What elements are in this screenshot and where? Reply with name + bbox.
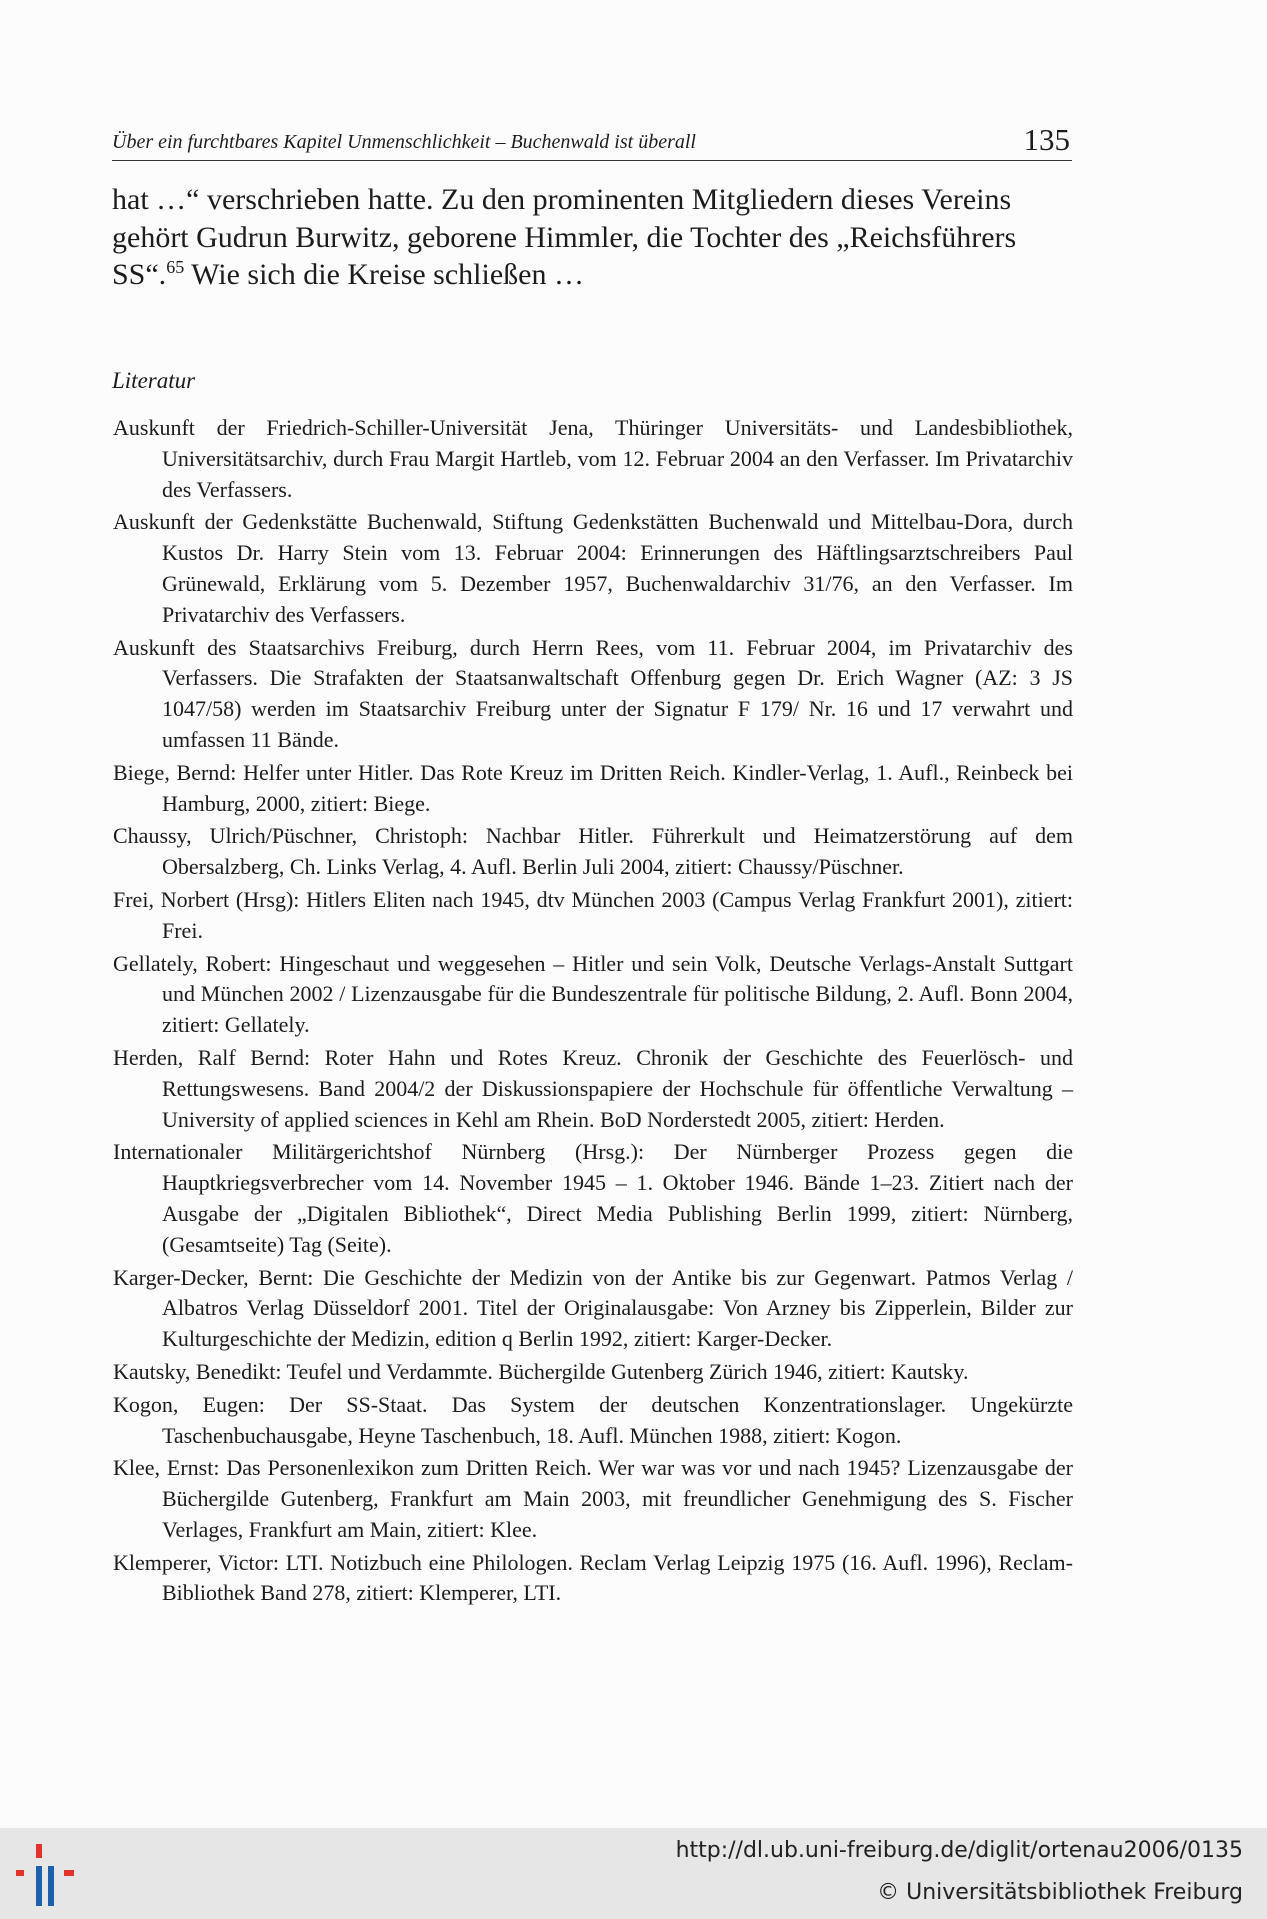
bibliography-entry: Herden, Ralf Bernd: Roter Hahn und Rotes Kreuz. Chronik der Geschichte des Feuerlösch- und Rettungswesens. Band 2004/2 der Diskussionspapiere der Hochschule für öffentliche Verwaltung – University of applied sciences in Kehl am Rhein. BoD Norderstedt 2005, zitiert: Herden.	[113, 1044, 1073, 1132]
page-number: 135	[1023, 122, 1070, 157]
bibliography-entry: Auskunft der Gedenkstätte Buchenwald, Stiftung Gedenkstätten Buchenwald und Mittelbau-Dora, durch Kustos Dr. Harry Stein vom 13. Februar 2004: Erinnerungen des Häftlingsarztschreibers Paul Grünewald, Erklärung vom 5. Dezember 1957, Buchenwaldarchiv 31/76, an den Verfasser. Im Privatarchiv des Verfassers.	[113, 509, 1073, 627]
bibliography-entry: Karger-Decker, Bernt: Die Geschichte der Medizin von der Antike bis zur Gegenwart. Patmos Verlag / Albatros Verlag Düsseldorf 2001. Titel der Originalausgabe: Von Arzney bis Zipperlein, Bilder zur Kulturgeschichte der Medizin, edition q Berlin 1992, zitiert: Karger-Decker.	[113, 1264, 1073, 1352]
footnote-reference[interactable]: 65	[166, 257, 185, 277]
bibliography-entry: Kogon, Eugen: Der SS-Staat. Das System der deutschen Konzentrationslager. Ungekürzte Taschenbuchausgabe, Heyne Taschenbuch, 18. Aufl. München 1988, zitiert: Kogon.	[113, 1391, 1073, 1448]
bibliography-entry: Klee, Ernst: Das Personenlexikon zum Dritten Reich. Wer war was vor und nach 1945? Lizenzausgabe der Büchergilde Gutenberg, Frankfurt am Main 2003, mit freundlicher Genehmigung des S. Fischer Verlages, Frankfurt am Main, zitiert: Klee.	[113, 1455, 1073, 1542]
bibliography-entry: Chaussy, Ulrich/Püschner, Christoph: Nachbar Hitler. Führerkult und Heimatzerstörung auf dem Obersalzberg, Ch. Links Verlag, 4. Aufl. Berlin Juli 2004, zitiert: Chaussy/Püschner.	[113, 823, 1073, 880]
university-library-logo-icon[interactable]	[14, 1842, 78, 1908]
logo-bar-red-top	[36, 1844, 42, 1858]
running-title: Über ein furchtbares Kapitel Unmenschlichkeit – Buchenwald ist überall	[112, 131, 696, 153]
bibliography-list	[113, 413, 1073, 1611]
bibliography-entry: Auskunft der Friedrich-Schiller-Universität Jena, Thüringer Universitäts- und Landesbibliothek, Universitätsarchiv, durch Frau Margit Hartleb, vom 12. Februar 2004 an den Verfasser. Im Privatarchiv des Verfassers.	[113, 415, 1073, 502]
intro-text-end: Wie sich die Kreise schließen …	[184, 258, 584, 291]
section-heading-literatur: Literatur	[112, 368, 196, 393]
copyright-notice: © Universitätsbibliothek Freiburg	[877, 1880, 1243, 1905]
viewer-footer	[0, 1828, 1267, 1919]
bibliography-entry: Kautsky, Benedikt: Teufel und Verdammte. Büchergilde Gutenberg Zürich 1946, zitiert: Kautsky.	[113, 1358, 969, 1384]
logo-bar-red-right	[64, 1870, 74, 1876]
intro-paragraph	[112, 181, 1072, 294]
bibliography-entry: Biege, Bernd: Helfer unter Hitler. Das Rote Kreuz im Dritten Reich. Kindler-Verlag, 1. Aufl., Reinbeck bei Hamburg, 2000, zitiert: Biege.	[113, 759, 1073, 816]
bibliography-entry: Gellately, Robert: Hingeschaut und weggesehen – Hitler und sein Volk, Deutsche Verlags-Anstalt Suttgart und München 2002 / Lizenzausgabe für die Bundeszentrale für politische Bildung, 2. Aufl. Bonn 2004, zitiert: Gellately.	[113, 950, 1073, 1038]
logo-bar-red-left	[16, 1870, 24, 1876]
bibliography-entry: Internationaler Militärgerichtshof Nürnberg (Hrsg.): Der Nürnberger Prozess gegen die Hauptkriegsverbrecher vom 14. November 1945 – 1. Oktober 1946. Bände 1–23. Zitiert nach der Ausgabe der „Digitalen Bibliothek“, Direct Media Publishing Berlin 1999, zitiert: Nürnberg, (Gesamtseite) Tag (Seite).	[113, 1139, 1073, 1257]
logo-bar-blue-left	[36, 1866, 42, 1906]
bibliography-entry: Frei, Norbert (Hrsg): Hitlers Eliten nach 1945, dtv München 2003 (Campus Verlag Frankfurt 2001), zitiert: Frei.	[113, 886, 1073, 943]
permalink-url[interactable]: http://dl.ub.uni-freiburg.de/diglit/ortenau2006/0135	[675, 1838, 1243, 1863]
intro-text: hat …“ verschrieben hatte. Zu den prominenten Mitgliedern dieses Vereins gehört Gudrun Burwitz, geborene Himmler, die Tochter des „Reichsführers SS“.	[112, 183, 1017, 291]
logo-bar-blue-right	[48, 1866, 54, 1906]
running-head	[112, 110, 1072, 161]
bibliography-entry: Klemperer, Victor: LTI. Notizbuch eine Philologen. Reclam Verlag Leipzig 1975 (16. Aufl. 1996), Reclam-Bibliothek Band 278, zitiert: Klemperer, LTI.	[113, 1549, 1073, 1606]
bibliography-entry: Auskunft des Staatsarchivs Freiburg, durch Herrn Rees, vom 11. Februar 2004, im Privatarchiv des Verfassers. Die Strafakten der Staatsanwaltschaft Offenburg gegen Dr. Erich Wagner (AZ: 3 JS 1047/58) werden im Staatsarchiv Freiburg unter der Signatur F 179/ Nr. 16 und 17 verwahrt und umfassen 11 Bände.	[113, 634, 1073, 752]
